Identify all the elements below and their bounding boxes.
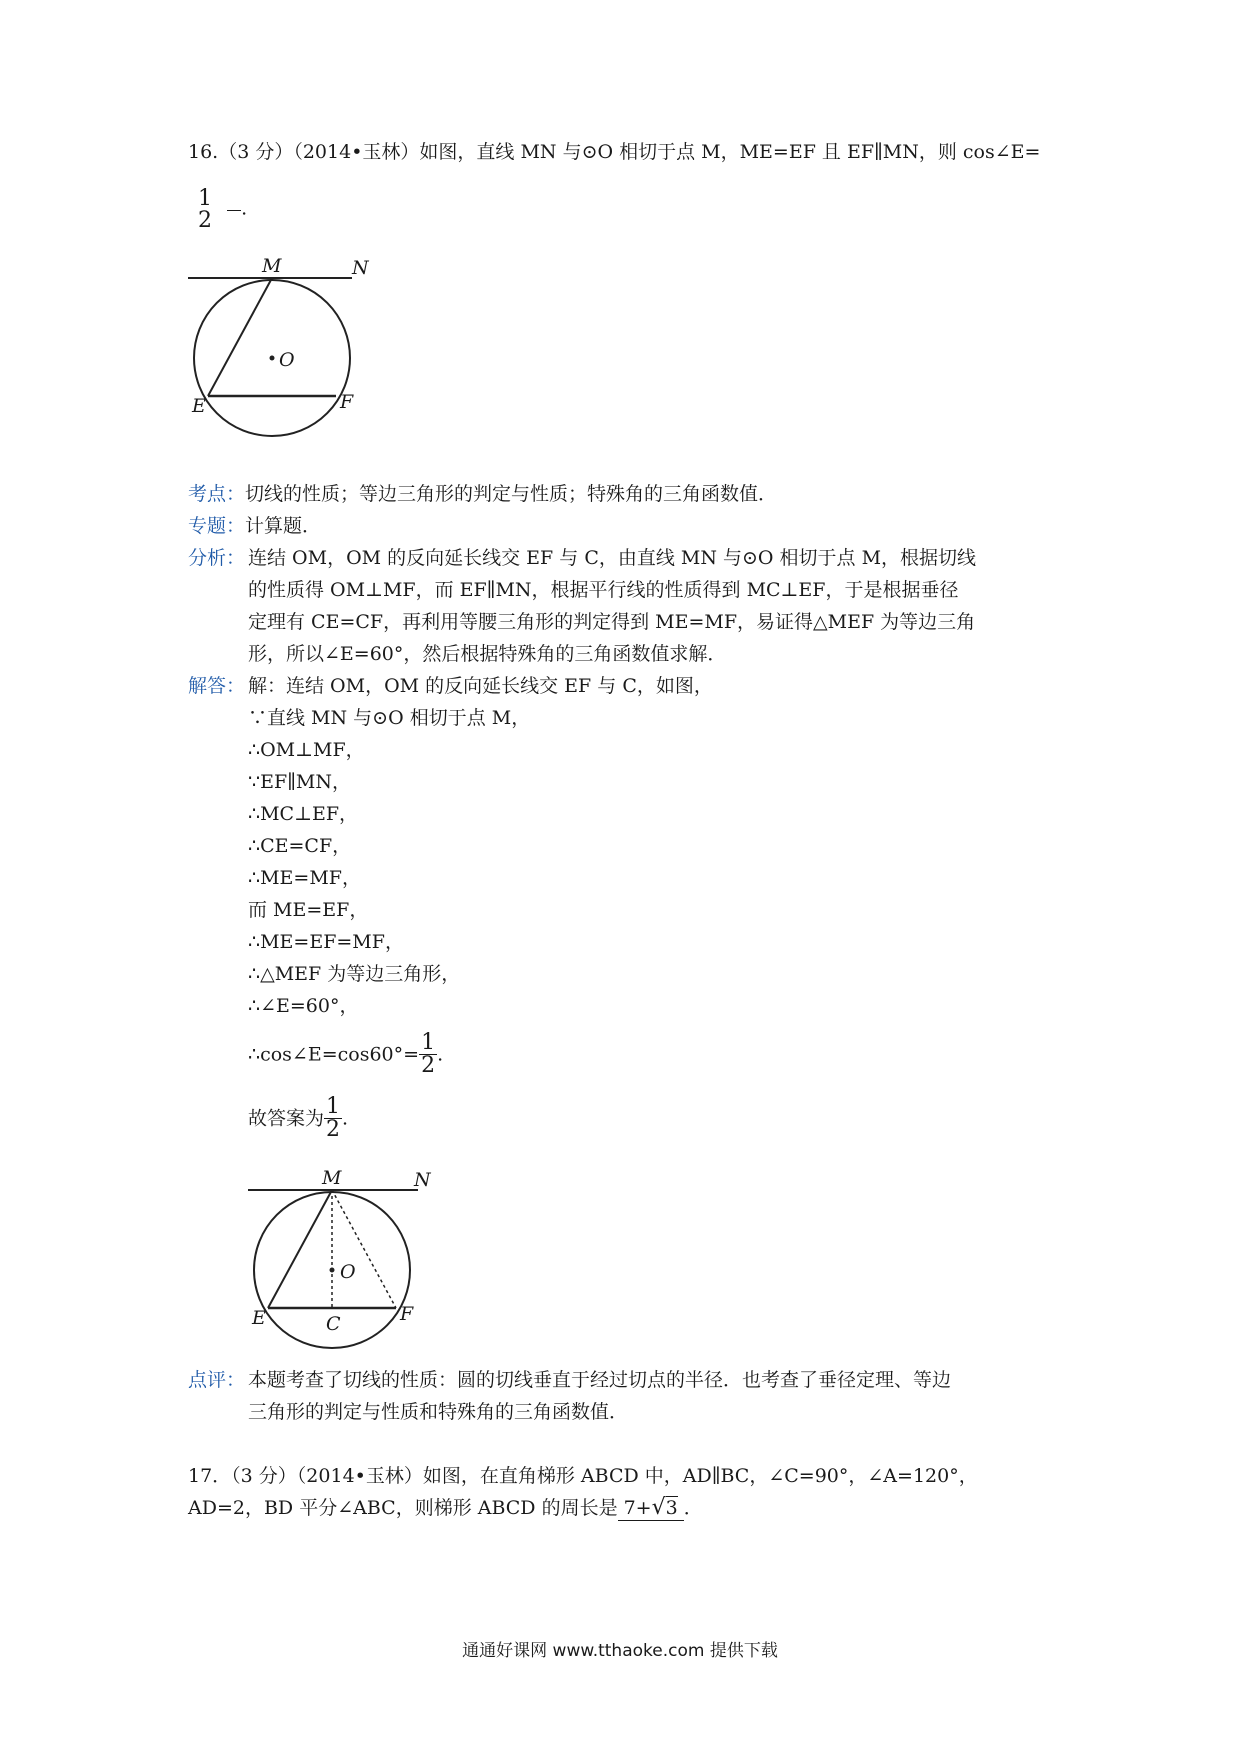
jieda-line: 解：连结 OM，OM 的反向延长线交 EF 与 C，如图， [248, 675, 713, 697]
q16-answer-tail: . [241, 197, 248, 220]
fig2-label-o: O [340, 1261, 356, 1283]
jieda-line: ∴∠E=60°， [248, 995, 359, 1017]
q16-answer [188, 188, 247, 232]
chord-me [208, 278, 272, 396]
zhuanti-label: 专题： [188, 515, 246, 537]
answer-denominator: 2 [326, 1117, 341, 1142]
jieda-line: ∵直线 MN 与⊙O 相切于点 M， [248, 707, 531, 729]
fig1-label-e: E [192, 395, 206, 417]
fenxi-line: 定理有 CE=CF，再利用等腰三角形的判定得到 ME=MF，易证得△MEF 为等边三角 [248, 611, 976, 633]
fig2-label-e: E [252, 1307, 266, 1329]
kaodian-row [188, 482, 777, 506]
q16-stem: 16.（3 分）（2014•玉林）如图，直线 MN 与⊙O 相切于点 M，ME=EF 且 EF∥MN，则 cos∠E= [188, 141, 1041, 163]
q16-answer-fraction [188, 188, 222, 232]
jieda-line: ∴ME=MF， [248, 867, 361, 889]
q17-line2 [188, 1496, 703, 1521]
answer-line-prefix: 故答案为 [248, 1107, 325, 1130]
q17-answer-b: 3 [665, 1497, 678, 1519]
dianping-label: 点评： [188, 1369, 246, 1391]
jieda-line: ∴ME=EF=MF， [248, 931, 404, 953]
fenxi-line: 的性质得 OM⊥MF，而 EF∥MN，根据平行线的性质得到 MC⊥EF，于是根据垂径 [248, 579, 959, 601]
fig1-label-n: N [352, 257, 369, 279]
q17-line2-prefix: AD=2，BD 平分∠ABC，则梯形 ABCD 的周长是 [188, 1497, 618, 1519]
q17-answer-a: 7+ [623, 1497, 652, 1519]
fenxi-line: 连结 OM，OM 的反向延长线交 EF 与 C，由直线 MN 与⊙O 相切于点 M，根据切线 [248, 547, 977, 569]
cos-line [248, 1032, 443, 1077]
jieda-line: ∴CE=CF， [248, 835, 352, 857]
q17-line2-tail: ． [683, 1497, 703, 1519]
zhuanti-text: 计算题． [245, 515, 322, 537]
fenxi-line: 形，所以∠E=60°，然后根据特殊角的三角函数值求解． [248, 643, 727, 665]
center-point [330, 1268, 335, 1273]
jieda-label: 解答： [188, 675, 246, 697]
jieda-line: ∴OM⊥MF， [248, 739, 365, 761]
dianping-line: 本题考查了切线的性质：圆的切线垂直于经过切点的半径．也考查了垂径定理、等边 [248, 1369, 952, 1391]
fig1-label-o: O [279, 349, 295, 371]
footer: 通通好课网 www.tthaoke.com 提供下载 [462, 1641, 778, 1661]
q16-answer-denominator: 2 [198, 208, 212, 233]
answer-numerator: 1 [326, 1094, 341, 1119]
answer-fraction [324, 1096, 342, 1141]
fig2-label-f: F [400, 1303, 414, 1325]
fenxi-label: 分析： [188, 547, 246, 569]
jieda-line: 而 ME=EF， [248, 899, 369, 921]
fig1-label-m: M [262, 255, 282, 277]
cos-denominator: 2 [421, 1053, 436, 1078]
jieda-line: ∵EF∥MN， [248, 771, 351, 793]
cos-line-prefix: ∴cos∠E=cos60°= [248, 1043, 420, 1066]
zhuanti-row [188, 514, 321, 538]
fig2-label-m: M [322, 1167, 342, 1189]
chord-me [268, 1190, 332, 1308]
q16-answer-numerator: 1 [198, 186, 212, 211]
cos-fraction [419, 1032, 437, 1077]
answer-tail: . [342, 1107, 349, 1130]
segment-mf [332, 1190, 396, 1308]
center-point [270, 356, 275, 361]
cos-tail: . [437, 1043, 444, 1066]
cos-numerator: 1 [421, 1030, 436, 1055]
kaodian-text: 切线的性质；等边三角形的判定与性质；特殊角的三角函数值． [245, 483, 778, 505]
fig2-label-n: N [414, 1169, 431, 1191]
q16-answer-blank [227, 210, 241, 211]
sqrt-icon: √ [651, 1495, 666, 1520]
fig2-label-c: C [326, 1313, 341, 1335]
q17-line1: 17．（3 分）（2014•玉林）如图，在直角梯形 ABCD 中，AD∥BC，∠C=90°，∠A=120°， [188, 1465, 978, 1487]
fig1-label-f: F [340, 391, 354, 413]
answer-line [248, 1096, 348, 1141]
q17-answer [618, 1496, 684, 1521]
jieda-line: ∴△MEF 为等边三角形， [248, 963, 461, 985]
jieda-line: ∴MC⊥EF， [248, 803, 359, 825]
kaodian-label: 考点： [188, 483, 246, 505]
dianping-line: 三角形的判定与性质和特殊角的三角函数值． [248, 1401, 629, 1423]
